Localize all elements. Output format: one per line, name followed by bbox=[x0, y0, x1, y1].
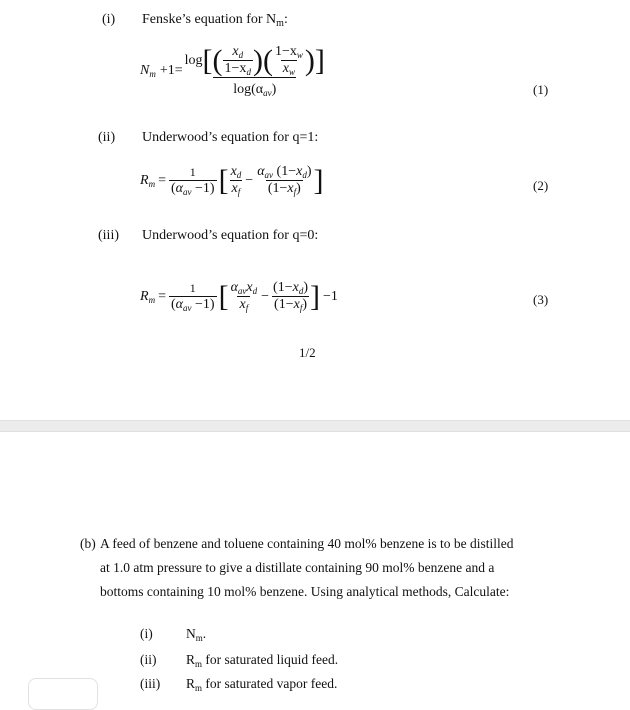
bracket-open: [ bbox=[218, 163, 229, 197]
equation-number-2: (2) bbox=[533, 178, 549, 193]
problem-b-line-2: at 1.0 atm pressure to give a distillate containing 90 mol% benzene and a bbox=[100, 560, 495, 575]
problem-b-item-1: (i) $N_m$. bbox=[140, 626, 207, 643]
paren-open: ( bbox=[212, 43, 223, 77]
fenske-lhs: $N_m$ bbox=[140, 63, 156, 79]
part-iii-heading: Underwood’s equation for q=0: bbox=[142, 228, 319, 243]
fenske-equation bbox=[140, 44, 327, 98]
alpha-xd-over-xf: $\frac{\alpha_{av}x_d}{x_f}$ bbox=[230, 280, 258, 313]
fenske-numerator bbox=[183, 44, 327, 77]
page-divider bbox=[0, 420, 630, 432]
xd-over-xf: $\frac{x_d}{x_f}$ bbox=[230, 164, 242, 197]
bracket-close: ] bbox=[310, 279, 320, 313]
fenske-main-fraction bbox=[183, 44, 327, 98]
part-iii-label: (iii) bbox=[98, 228, 119, 243]
problem-b-text bbox=[100, 532, 610, 604]
xd-fraction: $\frac{x_d}{1-x_d}$ bbox=[224, 44, 251, 77]
bracket-close: ] bbox=[314, 43, 325, 77]
paren-open-2: ( bbox=[262, 43, 273, 77]
part-ii-heading: Underwood’s equation for q=1: bbox=[142, 130, 319, 145]
bracket-open: [ bbox=[202, 43, 213, 77]
underwood-q1-equation: $R_m$ = $\frac{1}{(\alpha_{av} -1)}$ [ $\frac{x_d}{x_f}$ − $\frac{\alpha_{av} (1-x_d)}{(1-x_f)}$ ] bbox=[140, 163, 324, 197]
part-ii-label: (ii) bbox=[98, 130, 116, 145]
alpha-1-minus-xd-fraction: $\frac{\alpha_{av} (1-x_d)}{(1-x_f)}$ bbox=[257, 164, 312, 197]
alpha-minus-one-fraction: $\frac{1}{(\alpha_{av} -1)}$ bbox=[170, 280, 215, 313]
fenske-heading-sub: m bbox=[276, 18, 284, 29]
log-label: log bbox=[184, 53, 203, 68]
rm-symbol: $R_m$ bbox=[140, 288, 156, 305]
problem-b-line-1: A feed of benzene and toluene containing 40 mol% benzene is to be distilled bbox=[100, 536, 514, 551]
part-i-heading bbox=[142, 12, 288, 28]
paren-close: ) bbox=[252, 43, 263, 77]
xw-fraction: $\frac{1-x_w}{x_w}$ bbox=[274, 44, 303, 77]
problem-b-item-2: (ii) $R_m$ for saturated liquid feed. bbox=[140, 652, 339, 669]
part-i-label: (i) bbox=[102, 12, 116, 27]
fenske-heading-text: Fenske’s equation for N bbox=[142, 12, 277, 27]
problem-b-item-3: (iii) $R_m$ for saturated vapor feed. bbox=[140, 676, 338, 693]
equation-number-3: (3) bbox=[533, 292, 549, 307]
fenske-denominator: $\log(\alpha_{av})$ bbox=[213, 77, 296, 98]
bracket-close: ] bbox=[313, 163, 324, 197]
paren-close-2: ) bbox=[304, 43, 315, 77]
equation-number-1: (1) bbox=[533, 82, 549, 97]
rm-symbol: $R_m$ bbox=[140, 172, 156, 189]
one-minus-xd-fraction: $\frac{(1-x_d)}{(1-x_f)}$ bbox=[273, 280, 308, 313]
alpha-minus-one-fraction: $\frac{1}{(\alpha_{av} -1)}$ bbox=[170, 164, 215, 197]
fenske-heading-colon: : bbox=[283, 12, 288, 27]
problem-b-label: (b) bbox=[80, 536, 96, 551]
underwood-q0-equation: $R_m$ = $\frac{1}{(\alpha_{av} -1)}$ [ $\frac{\alpha_{av}x_d}{x_f}$ − $\frac{(1-x_d)}{(1-x_f)}$ ] −1 bbox=[140, 279, 338, 313]
fenske-lhs-tail: +1= bbox=[159, 63, 183, 78]
bracket-open: [ bbox=[218, 279, 229, 313]
problem-b-line-3: bottoms containing 10 mol% benzene. Using analytical methods, Calculate: bbox=[100, 584, 510, 599]
page-marker: 1/2 bbox=[299, 345, 316, 360]
corner-overlay-box bbox=[28, 678, 98, 710]
